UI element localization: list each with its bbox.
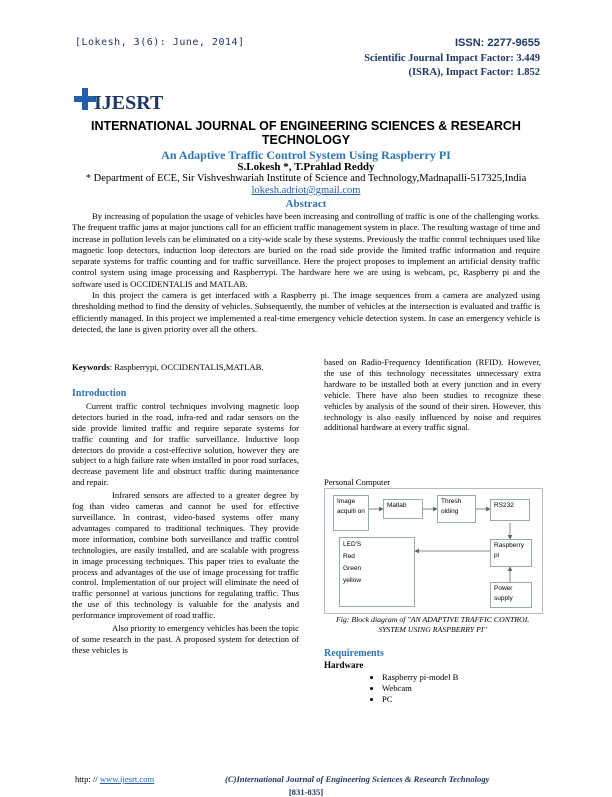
footer-url-prefix: http: //: [75, 774, 100, 784]
footer: [75, 774, 535, 784]
led-green: Green: [343, 565, 362, 572]
paper-title: An Adaptive Traffic Control System Using Raspberry PI: [161, 148, 451, 162]
power-supply-block: Power supply: [490, 582, 532, 608]
issn: ISSN: 2277-9655: [455, 37, 540, 49]
affiliation: * Department of ECE, Sir Vishveshwariah Institute of Science and Technology,Madnapalli-517325,India: [85, 173, 527, 184]
rs232-block: RS232: [490, 499, 530, 521]
image-acquisition-block: Image acquiti on: [333, 495, 369, 531]
list-item: • PC: [382, 694, 541, 705]
abstract-heading: Abstract: [285, 198, 327, 210]
keywords-label: Keywords: [72, 362, 110, 372]
introduction-heading: Introduction: [72, 388, 127, 399]
footer-url-link[interactable]: www.ijesrt.com: [99, 774, 155, 784]
abstract-paragraph-2: In this project the camera is get interfaced with a Raspberry pi. The image sequences from a camera are analyzed using thresholding method to find the density of vehicles. Subsequently, the number of vehicles at the intersection is evaluated and traffic is efficiently managed. In this project we implemented a real-time emergency vehicle detection system. In case an emergency vehicle is detected, the lane is given priority over all the others.: [72, 290, 540, 334]
block-diagram: [324, 488, 543, 614]
hardware-label: Hardware: [324, 660, 364, 670]
citation-header: [Lokesh, 3(6): June, 2014]: [75, 37, 245, 48]
keywords-text: : Raspberrypi, OCCIDENTALIS,MATLAB.: [109, 362, 264, 372]
abstract-paragraph-1: By increasing of population the usage of vehicles have been increasing and controlling of traffic is one of the challenging works. The frequent traffic jams at major junctions call for an efficient traffic management system in place. The resulting wastage of time and increase in pollution levels can be eliminated on a city-wide scale by these systems. Previously the traffic control techniques used like magnetic loop detectors, induction loop detectors are buried on the road side provide the limited traffic information and require separate systems for traffic counting and for traffic surveillance. Here the project proposes to implement an artificial density traffic control system using image processing and Raspberrypi. The hardware here we are using is webcam, pc, Raspberry pi and the software used is OCCIDENTALIS and MATLAB.: [72, 211, 540, 289]
journal-title: INTERNATIONAL JOURNAL OF ENGINEERING SCIENCES & RESEARCH TECHNOLOGY: [91, 119, 521, 147]
right-column: [324, 357, 541, 433]
led-red: Red: [343, 553, 355, 560]
raspberry-pi-block: Raspberry pi: [490, 539, 532, 567]
abstract-body: [72, 211, 540, 335]
matlab-block: Matlab: [383, 499, 423, 519]
page-range: [831-835]: [288, 787, 324, 797]
list-item: • Raspberry pi-model B: [382, 672, 541, 683]
requirements-section: [324, 648, 541, 705]
impact-factors: [364, 52, 540, 80]
journal-logo: [74, 88, 184, 116]
intro-paragraph-3: Also priority to emergency vehicles has been the topic of some research in the past. A proposed system for detection of these vehicles is: [72, 623, 299, 655]
impact-line-1: Scientific Journal Impact Factor: 3.449: [364, 53, 540, 64]
intro-paragraph-2: Infrared sensors are affected to a greater degree by fog than video cameras and cannot be used for effective surveillance. In contrast, video-based systems offer many advantages compared to traditional techniques. They provide more information, combine both surveillance and traffic control technologies, are easily installed, and are scalable with progress in image processing techniques. This paper tries to evaluate the process and advantages of the use of image processing for traffic control. Implementation of our project will eliminate the need of traffic personnel at various junctions for regulating traffic. Thus the use of this technology is valuable for the analysis and performance improvement of road traffic.: [72, 490, 299, 621]
intro-paragraph-1: Current traffic control techniques involving magnetic loop detectors buried in the road, infra-red and radar sensors on the side provide limited traffic and require separate systems for traffic counting and for traffic surveillance. Inductive loop detectors do provide a cost-effective solution, however they are subject to a high failure rate when installed in poor road surfaces, decrease pavement life and obstruct traffic during maintenance and repair.: [72, 400, 299, 488]
led-yellow: yellow: [343, 577, 362, 584]
authors: S.Lokesh *, T.Prahlad Reddy: [237, 161, 375, 173]
hardware-list: [324, 672, 541, 705]
author-email-link[interactable]: lokesh.adriot@gmail.com: [251, 185, 361, 196]
diagram-pc-label: Personal Computer: [324, 477, 391, 487]
figure-caption: Fig: Block diagram of "AN ADAPTIVE TRAFFIC CONTROL SYSTEM USING RASPBERRY PI": [335, 615, 530, 634]
logo-text: IJESRT: [94, 92, 164, 114]
impact-line-2: (ISRA), Impact Factor: 1.852: [408, 67, 540, 78]
intro-paragraph-3-continued: based on Radio-Frequency Identification (RFID). However, the use of this technology necessitates unnecessary extra hardware to be installed both at every junction and in every vehicle. There have also been studies to recognize these vehicles by analysis of the sound of their siren. However, this technology is also easily influenced by noise and requires additional hardware at every traffic signal.: [324, 357, 541, 433]
footer-copyright: (C)International Journal of Engineering Sciences & Research Technology: [225, 774, 490, 784]
left-column: [72, 389, 299, 656]
requirements-heading: Requirements: [324, 648, 384, 659]
list-item: • Webcam: [382, 683, 541, 694]
thresholding-block: Thresh olding: [437, 495, 476, 523]
leds-block: LED'S Red Green yellow: [339, 537, 415, 607]
